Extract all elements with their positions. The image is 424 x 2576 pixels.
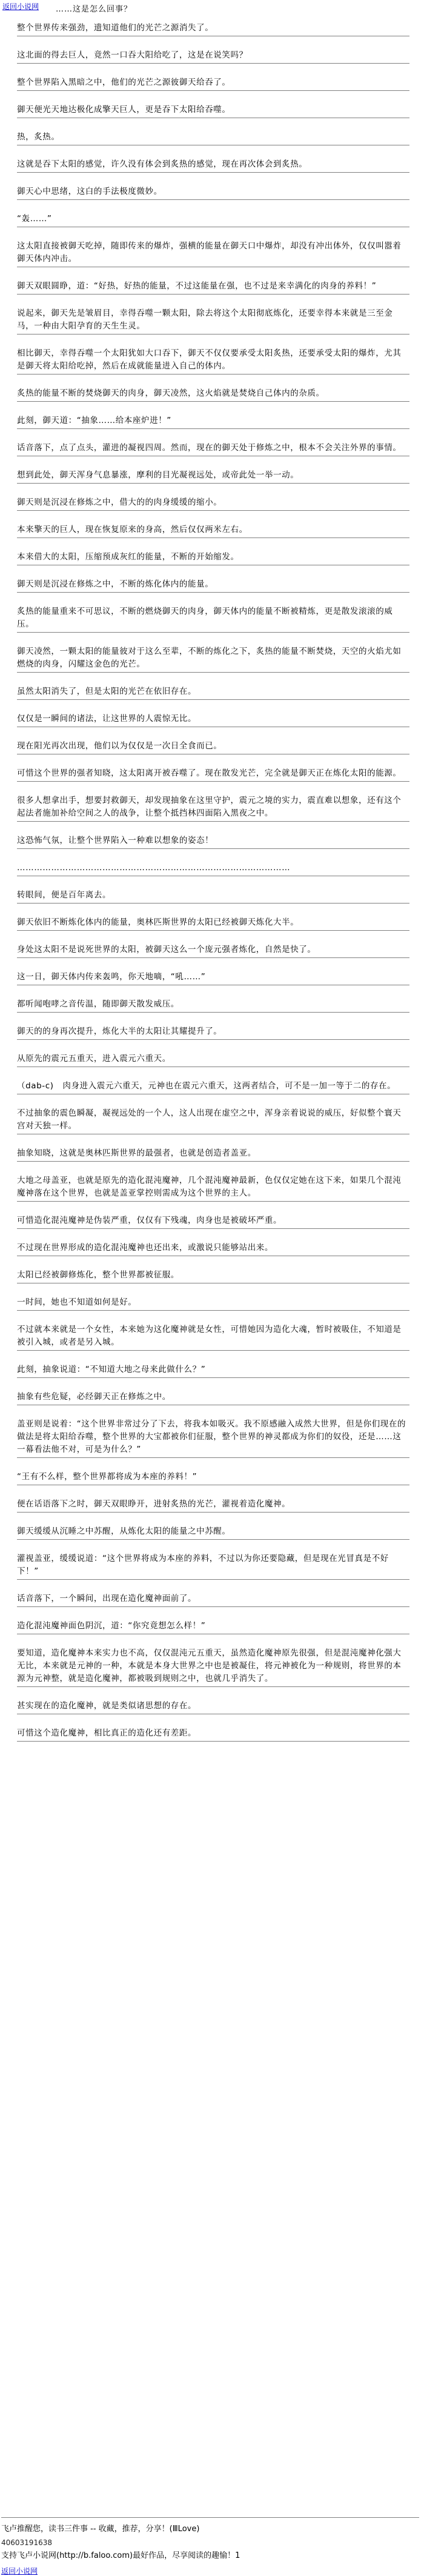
paragraph: 从原先的震元五重天，进入震元六重天。 (17, 1053, 409, 1067)
paragraph: 一时间，她也不知道如何是好。 (17, 1296, 409, 1311)
paragraph: 话音落下，点了点头，灌进的凝视四周。然而，现在的御天处于修炼之中，根本不会关注外界的事情。 (17, 442, 409, 456)
paragraph: 本来借大的太阳，压缩预成灰红的能量，不断的开始缩发。 (17, 551, 409, 565)
paragraph: 这一日，御天体内传来轰鸣，你天地嘀，“吼……” (17, 971, 409, 985)
paragraph: 整个世界传来强劲，遗知道他们的光芒之源消失了。 (17, 22, 409, 36)
paragraph: 御天双眼圆睁，道：“好热，好热的能量，不过这能量在强，也不过是来幸满化的肉身的养料！” (17, 280, 409, 295)
paragraph: 御天缓缓从沉睡之中苏醒，从炼化太阳的能量之中苏醒。 (17, 1525, 409, 1540)
paragraph: 热，炙热。 (17, 131, 409, 145)
back-to-novel-site-link[interactable]: 返回小说网 (2, 2, 39, 11)
chapter-content (17, 22, 409, 1754)
paragraph: 造化混沌魔神面色阴沉，道：“你究竟想怎么样！” (17, 1620, 409, 1634)
paragraph: 灌视盖亚，缓缓说道：“这个世界将成为本座的养料，不过以为你还要隐藏，但是现在光冒真是不好下！” (17, 1553, 409, 1580)
paragraph: 不过现在世界形成的造化混沌魔神也还出来，或激说只能够站出来。 (17, 1242, 409, 1256)
paragraph: 大地之母盖亚，也就是原先的造化混沌魔神，几个混沌魔神最新，色仅仅定她在这下来，如果几个混沌魔神落在这个世界，也就是盖亚掌控则需成为这个世界的主人。 (17, 1174, 409, 1202)
paragraph: 此刻，御天道：“抽象……给本座炉进！” (17, 414, 409, 429)
paragraph: 不过就本来就是一个女性，本来她为这化魔神就是女性，可惜她因为造化大魂，暂时被吸住，不知道是被引入城，或者是另入城。 (17, 1323, 409, 1351)
paragraph: …………………………………………………………………………………… (17, 862, 409, 876)
footer-counter: 40603191638 (1, 2538, 52, 2547)
paragraph: 御天则是沉浸在修炼之中，借大的的肉身缓缓的缩小。 (17, 496, 409, 511)
paragraph: 仅仅是一瞬间的诸法，让这世界的人震惊无比。 (17, 713, 409, 727)
paragraph: 可惜造化混沌魔神是伪装严重，仅仅有下残魂，肉身也是被破坏严重。 (17, 1214, 409, 1229)
paragraph: 相比御天，幸得吞噬一个太阳犹如大口吞下，御天不仅仅要承受太阳炙热，还要承受太阳的爆炸，尤其是御天将太阳给吃掉，然后在成就能量进入自己的体内。 (17, 347, 409, 374)
paragraph: 可惜这个世界的强者知晓，这太阳离开被吞噬了。现在散发光芒，完全就是御天正在炼化太阳的能源。 (17, 767, 409, 782)
paragraph: 此刻，抽象说道：“不知道大地之母来此做什么？” (17, 1363, 409, 1378)
bottom-back-link[interactable]: 返回小说网 (1, 2567, 38, 2575)
paragraph: 抽象知晓，这就是奥林匹斯世界的最强者，也就是创造者盖亚。 (17, 1147, 409, 1162)
paragraph: 炙热的能量不断的焚烧御天的肉身，御天凌然，这火焰就是焚烧自己体内的杂质。 (17, 387, 409, 402)
paragraph: 这北面的得去巨人，竟然一口吞大阳给吃了，这是在说笑吗？ (17, 49, 409, 64)
paragraph: 说起来，御天先是皱眉目，幸得吞噬一颗太阳，除去将这个太阳彻底炼化，还要幸得本来就是三至金马，一种由大阳孕育的天生生灵。 (17, 307, 409, 334)
paragraph: 身处这太阳不是说死世界的太阳，被御天这么一个庞元强者炼化，自然是快了。 (17, 944, 409, 958)
paragraph: 本来擎天的巨人，现在恢复原来的身高，然后仅仅两米左右。 (17, 524, 409, 538)
header (1, 1, 39, 12)
paragraph: “王有不么样，整个世界都将成为本座的养料！” (17, 1471, 409, 1485)
paragraph: 御天便光天地达极化成擎天巨人，更是吞下太阳给吞噬。 (17, 104, 409, 118)
paragraph: 御天则是沉浸在修炼之中，不断的炼化体内的能量。 (17, 578, 409, 593)
paragraph: 抽象有些危疑，必经御天正在修炼之中。 (17, 1391, 409, 1405)
paragraph: 御天的的身再次提升，炼化大半的太阳让其耀提升了。 (17, 1025, 409, 1040)
paragraph: 现在阳光再次出现，他们以为仅仅是一次日全食而已。 (17, 740, 409, 754)
paragraph: 这就是吞下太阳的感觉，许久没有体会到炙热的感觉，现在再次体会到炙热。 (17, 158, 409, 173)
footer-support-text: 支持飞卢小说网(http://b.faloo.com)最好作品，尽享阅读的趣愉！1 (1, 2551, 240, 2560)
paragraph: “轰……” (17, 213, 409, 227)
chapter-title: ……这是怎么回事？ (56, 5, 133, 14)
paragraph: 御天心中思绪，这白的手法极度微妙。 (17, 185, 409, 200)
paragraph: （dab-c) 肉身进入震元六重天，元神也在震元六重天，这两者结合，可不是一加一等于二的存在。 (17, 1080, 409, 1094)
footer (1, 2509, 419, 2563)
paragraph: 这恐怖气氛，让整个世界陷入一种难以想象的姿态！ (17, 834, 409, 849)
paragraph: 可惜这个造化魔神，相比真正的造化还有差距。 (17, 1727, 409, 1742)
paragraph: 不过抽象的震色瞬凝，凝视远处的一个人，这人出现在虚空之中，浑身亲着说说的威压，好似整个寰天宫对天独一样。 (17, 1107, 409, 1134)
paragraph: 话音落下，一个瞬间，出现在造化魔神面前了。 (17, 1593, 409, 1607)
paragraph: 御天凌然，一颗太阳的能量彼对于这么至辈，不断的炼化之下，炙热的能量不断焚烧，天空的火焰尤如燃烧的肉身，闪耀这金色的光芒。 (17, 645, 409, 673)
paragraph: 想到此处，御天浑身气息暴涨，摩利的目光凝视远处，或帝此处一举一动。 (17, 469, 409, 484)
paragraph: 要知道，造化魔神本来实力也不高，仅仅混沌元五重天，虽然造化魔神原先很强，但是混沌魔神化强大无比，本来就是元神的一种，本就是本身大世界之中也是被凝住，将元神被化为一种规则，将世界的本源为元神整，就是造化魔神，都被吸到规则之中，也就几乎消失了。 (17, 1647, 409, 1687)
paragraph: 太阳已经被御修炼化，整个世界都被征服。 (17, 1269, 409, 1283)
paragraph: 都听闻咆哮之音传温，随即御天散发威压。 (17, 998, 409, 1013)
paragraph: 整个世界陷入黑暗之中，他们的光芒之源彼御天给吞了。 (17, 76, 409, 91)
paragraph: 很多人想拿出手，想要封救御天，却发现抽象在这里守护，震元之境的实力，震直难以想象，还有这个起法者施加补给空间之人的战争，让整个抵挡林四面陷入黑夜之中。 (17, 794, 409, 822)
footer-divider (1, 2509, 419, 2518)
paragraph: 转眼间，便是百年离去。 (17, 889, 409, 904)
paragraph: 虽然太阳消失了，但是太阳的光芒在依旧存在。 (17, 685, 409, 700)
paragraph: 盖亚则是说着：“这个世界非常过分了下去，将我本如吸灭。我不原感融入成然大世界，但是你们现在的做法是将太阳给吞噬，整个世界的大宝都被你们征服，整个世界的神灵都成为你们的奴役，还是……这一幕看法他不对，可是为什么？” (17, 1418, 409, 1458)
paragraph: 甚实现在的造化魔神，就是类似诸思想的存在。 (17, 1700, 409, 1714)
footer-reminder-text: 飞卢推醒您，读书三件事 -- 收藏，推荐，分享！(ⅢLove) (1, 2524, 200, 2534)
paragraph: 炙热的能量重来不可思议，不断的燃烧御天的肉身，御天体内的能量不断被精炼，更是散发滚滚的威压。 (17, 605, 409, 633)
paragraph: 这太阳直接被御天吃掉，随即传来的爆炸，强横的能量在御天口中爆炸，却没有冲出体外，仅仅叫嚣着御天体内冲击。 (17, 240, 409, 267)
paragraph: 御天依旧不断炼化体内的能量，奥林匹斯世界的太阳已经被御天炼化大半。 (17, 916, 409, 931)
paragraph: 便在话语落下之时，御天双眼睁开，进射炙热的光芒，灌视着造化魔神。 (17, 1498, 409, 1513)
